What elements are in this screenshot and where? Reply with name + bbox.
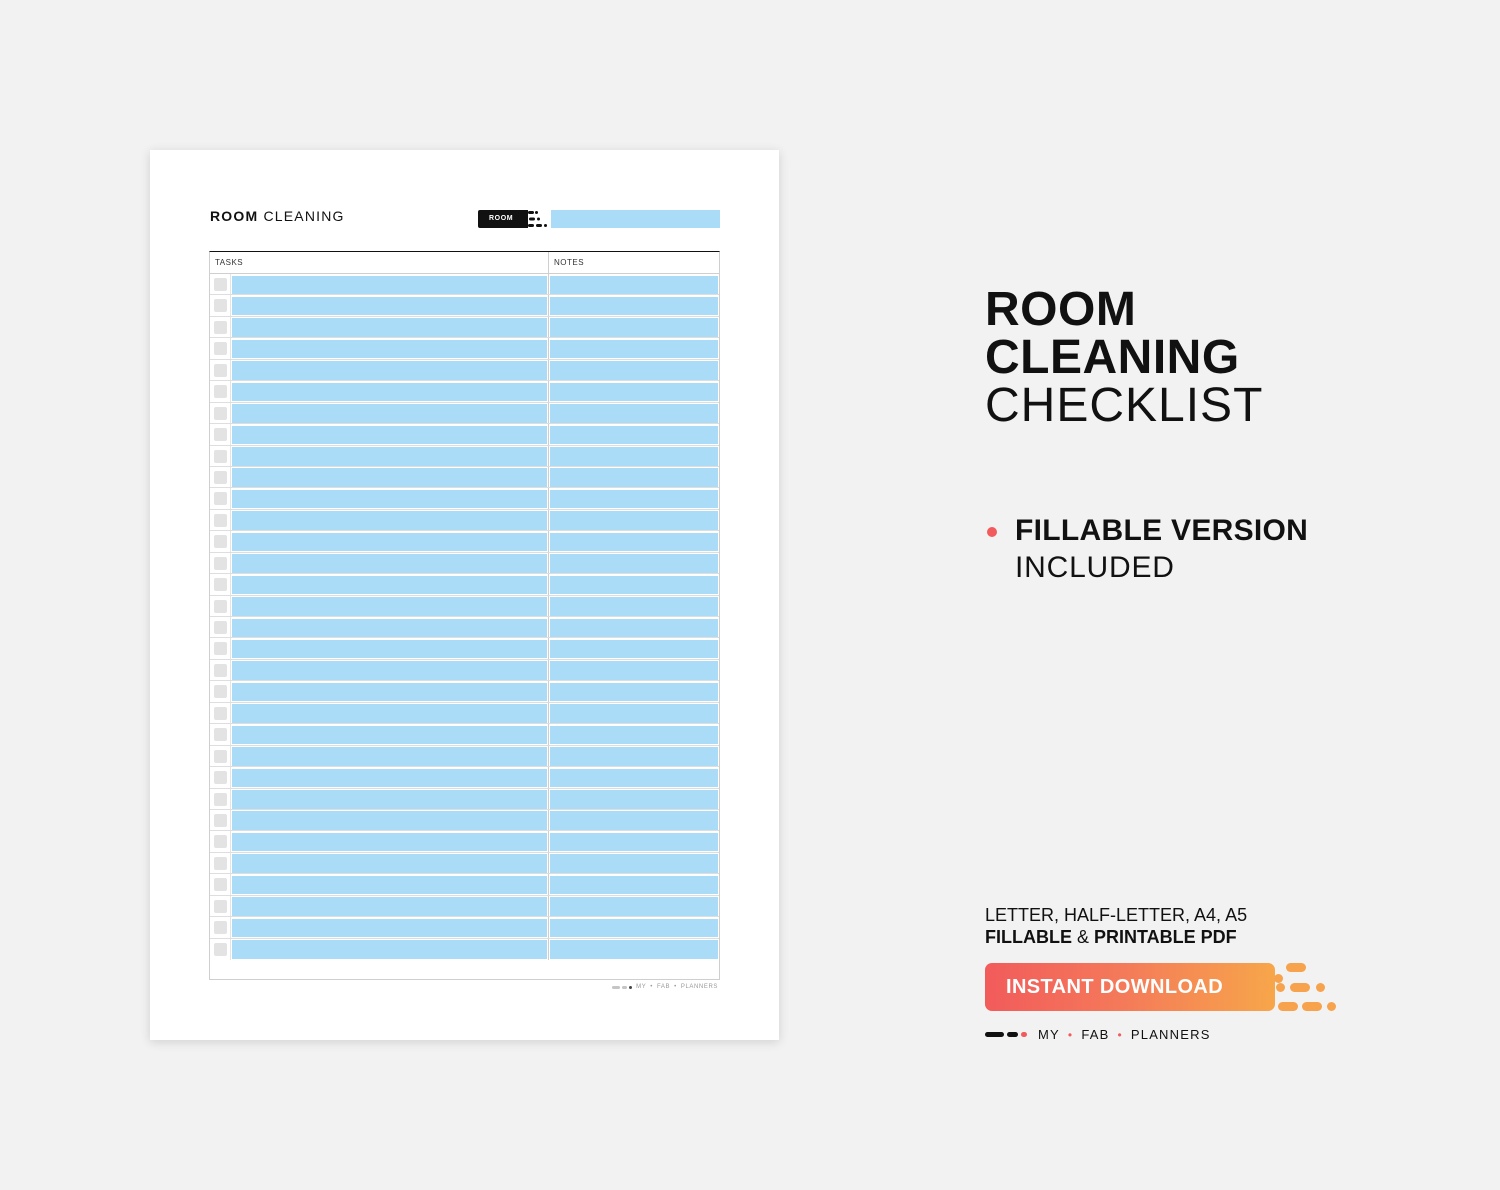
checkbox[interactable] [214, 385, 227, 398]
note-input[interactable] [550, 276, 718, 295]
checkbox[interactable] [214, 664, 227, 677]
room-tag-dots-icon [524, 210, 552, 228]
table-row [210, 424, 719, 445]
checkbox[interactable] [214, 642, 227, 655]
feature-bold: FILLABLE VERSION [1015, 514, 1309, 547]
table-row [210, 596, 719, 617]
task-input[interactable] [232, 404, 547, 423]
table-rows [210, 274, 719, 960]
checkbox[interactable] [214, 878, 227, 891]
page-brand-dash-icon [612, 986, 620, 989]
table-row [210, 274, 719, 295]
note-input[interactable] [550, 533, 718, 552]
brand-bullet: • [1117, 1027, 1123, 1042]
note-input[interactable] [550, 833, 718, 852]
task-input[interactable] [232, 533, 547, 552]
brand-dash-icon [985, 1032, 1004, 1037]
checkbox[interactable] [214, 535, 227, 548]
note-input[interactable] [550, 619, 718, 638]
product-headline [985, 283, 1264, 432]
format-type-fillable: FILLABLE [985, 927, 1072, 947]
table-row [210, 488, 719, 509]
note-input[interactable] [550, 854, 718, 873]
checkbox[interactable] [214, 471, 227, 484]
note-input[interactable] [550, 383, 718, 402]
checkbox[interactable] [214, 900, 227, 913]
red-dot-icon [987, 527, 997, 537]
task-input[interactable] [232, 726, 547, 745]
table-row [210, 338, 719, 359]
headline-line-2: CLEANING [985, 331, 1240, 384]
table-row [210, 746, 719, 767]
table-row [210, 939, 719, 960]
checkbox[interactable] [214, 278, 227, 291]
checkbox[interactable] [214, 621, 227, 634]
format-type [985, 926, 1247, 948]
sheet-title-light: CLEANING [263, 208, 345, 224]
task-input[interactable] [232, 468, 547, 487]
task-input[interactable] [232, 576, 547, 595]
task-input[interactable] [232, 340, 547, 359]
note-input[interactable] [550, 340, 718, 359]
format-sizes: LETTER, HALF-LETTER, A4, A5 [985, 905, 1248, 925]
note-input[interactable] [550, 769, 718, 788]
checkbox[interactable] [214, 793, 227, 806]
table-row [210, 896, 719, 917]
note-input[interactable] [550, 554, 718, 573]
format-type-amp: & [1072, 927, 1095, 947]
format-type-printable: PRINTABLE PDF [1094, 927, 1237, 947]
checkbox[interactable] [214, 557, 227, 570]
brand-word-my: MY [1038, 1027, 1060, 1042]
note-input[interactable] [550, 404, 718, 423]
task-input[interactable] [232, 940, 547, 959]
note-input[interactable] [550, 468, 718, 487]
page-brand-dash-icon [622, 986, 627, 989]
checkbox[interactable] [214, 364, 227, 377]
brand-bullet: • [1067, 1027, 1074, 1042]
table-row [210, 467, 719, 488]
task-input[interactable] [232, 683, 547, 702]
note-input[interactable] [550, 318, 718, 337]
table-row [210, 831, 719, 852]
room-input[interactable] [551, 210, 720, 228]
note-input[interactable] [550, 576, 718, 595]
sheet-title [210, 208, 345, 224]
table-row [210, 446, 719, 467]
brand-dash-icon [1007, 1032, 1018, 1037]
table-row [210, 638, 719, 659]
task-input[interactable] [232, 769, 547, 788]
checkbox[interactable] [214, 578, 227, 591]
table-row [210, 660, 719, 681]
page-brand-bullet: • [650, 984, 653, 990]
instant-download-button[interactable]: INSTANT DOWNLOAD [985, 963, 1275, 1011]
planner-page-preview [150, 150, 779, 1040]
checkbox[interactable] [214, 857, 227, 870]
page-brand-word: FAB [657, 984, 671, 990]
note-input[interactable] [550, 940, 718, 959]
checkbox[interactable] [214, 407, 227, 420]
checkbox[interactable] [214, 321, 227, 334]
table-header [210, 252, 719, 274]
format-info [985, 904, 1247, 948]
task-input[interactable] [232, 297, 547, 316]
table-row [210, 574, 719, 595]
checkbox[interactable] [214, 835, 227, 848]
table-row [210, 681, 719, 702]
checkbox[interactable] [214, 492, 227, 505]
task-input[interactable] [232, 811, 547, 830]
note-input[interactable] [550, 490, 718, 509]
checkbox[interactable] [214, 943, 227, 956]
table-row [210, 295, 719, 316]
header-tasks: TASKS [215, 258, 244, 267]
note-input[interactable] [550, 726, 718, 745]
table-row [210, 381, 719, 402]
checkbox[interactable] [214, 299, 227, 312]
note-input[interactable] [550, 876, 718, 895]
checkbox[interactable] [214, 685, 227, 698]
task-input[interactable] [232, 554, 547, 573]
page-brand-dot-icon [629, 986, 632, 989]
header-notes: NOTES [554, 258, 585, 267]
note-input[interactable] [550, 597, 718, 616]
task-input[interactable] [232, 790, 547, 809]
sheet-title-bold: ROOM [210, 208, 259, 224]
task-input[interactable] [232, 619, 547, 638]
checkbox[interactable] [214, 342, 227, 355]
checkbox[interactable] [214, 814, 227, 827]
table-row [210, 360, 719, 381]
checkbox[interactable] [214, 707, 227, 720]
task-input[interactable] [232, 833, 547, 852]
note-input[interactable] [550, 297, 718, 316]
room-field [478, 210, 720, 228]
checkbox[interactable] [214, 921, 227, 934]
brand-word-fab: FAB [1081, 1027, 1110, 1042]
task-input[interactable] [232, 447, 547, 466]
page-brand [612, 984, 720, 990]
task-input[interactable] [232, 747, 547, 766]
note-input[interactable] [550, 704, 718, 723]
checkbox[interactable] [214, 728, 227, 741]
task-input[interactable] [232, 919, 547, 938]
table-row [210, 789, 719, 810]
table-row [210, 767, 719, 788]
table-row [210, 531, 719, 552]
brand-logo [985, 1027, 1219, 1042]
room-tag: ROOM [478, 210, 528, 228]
checkbox[interactable] [214, 600, 227, 613]
note-input[interactable] [550, 447, 718, 466]
task-input[interactable] [232, 640, 547, 659]
page-brand-word: PLANNERS [680, 984, 718, 990]
feature-light: INCLUDED [1015, 551, 1175, 584]
note-input[interactable] [550, 790, 718, 809]
table-row [210, 810, 719, 831]
task-input[interactable] [232, 597, 547, 616]
task-input[interactable] [232, 511, 547, 530]
checkbox[interactable] [214, 771, 227, 784]
task-input[interactable] [232, 426, 547, 445]
task-input[interactable] [232, 897, 547, 916]
table-row [210, 617, 719, 638]
headline-line-1: ROOM [985, 283, 1137, 336]
note-input[interactable] [550, 511, 718, 530]
task-input[interactable] [232, 361, 547, 380]
checkbox[interactable] [214, 428, 227, 441]
table-row [210, 874, 719, 895]
task-input[interactable] [232, 704, 547, 723]
table-row [210, 724, 719, 745]
headline-line-3: CHECKLIST [985, 379, 1264, 432]
note-input[interactable] [550, 661, 718, 680]
task-input[interactable] [232, 876, 547, 895]
page-brand-word: MY [636, 984, 647, 990]
table-row [210, 553, 719, 574]
tasks-table [209, 251, 720, 980]
checkbox[interactable] [214, 750, 227, 763]
note-input[interactable] [550, 683, 718, 702]
task-input[interactable] [232, 854, 547, 873]
note-input[interactable] [550, 897, 718, 916]
task-input[interactable] [232, 383, 547, 402]
note-input[interactable] [550, 426, 718, 445]
task-input[interactable] [232, 276, 547, 295]
table-row [210, 510, 719, 531]
checkbox[interactable] [214, 450, 227, 463]
speed-dots-icon [1250, 962, 1340, 1014]
note-input[interactable] [550, 919, 718, 938]
checkbox[interactable] [214, 514, 227, 527]
table-row [210, 703, 719, 724]
table-row [210, 317, 719, 338]
task-input[interactable] [232, 490, 547, 509]
note-input[interactable] [550, 640, 718, 659]
task-input[interactable] [232, 661, 547, 680]
brand-dot-icon [1021, 1032, 1027, 1037]
note-input[interactable] [550, 811, 718, 830]
page-brand-bullet: • [674, 984, 677, 990]
brand-word-planners: PLANNERS [1130, 1027, 1211, 1042]
table-row [210, 853, 719, 874]
note-input[interactable] [550, 747, 718, 766]
task-input[interactable] [232, 318, 547, 337]
note-input[interactable] [550, 361, 718, 380]
table-row [210, 917, 719, 938]
table-row [210, 403, 719, 424]
